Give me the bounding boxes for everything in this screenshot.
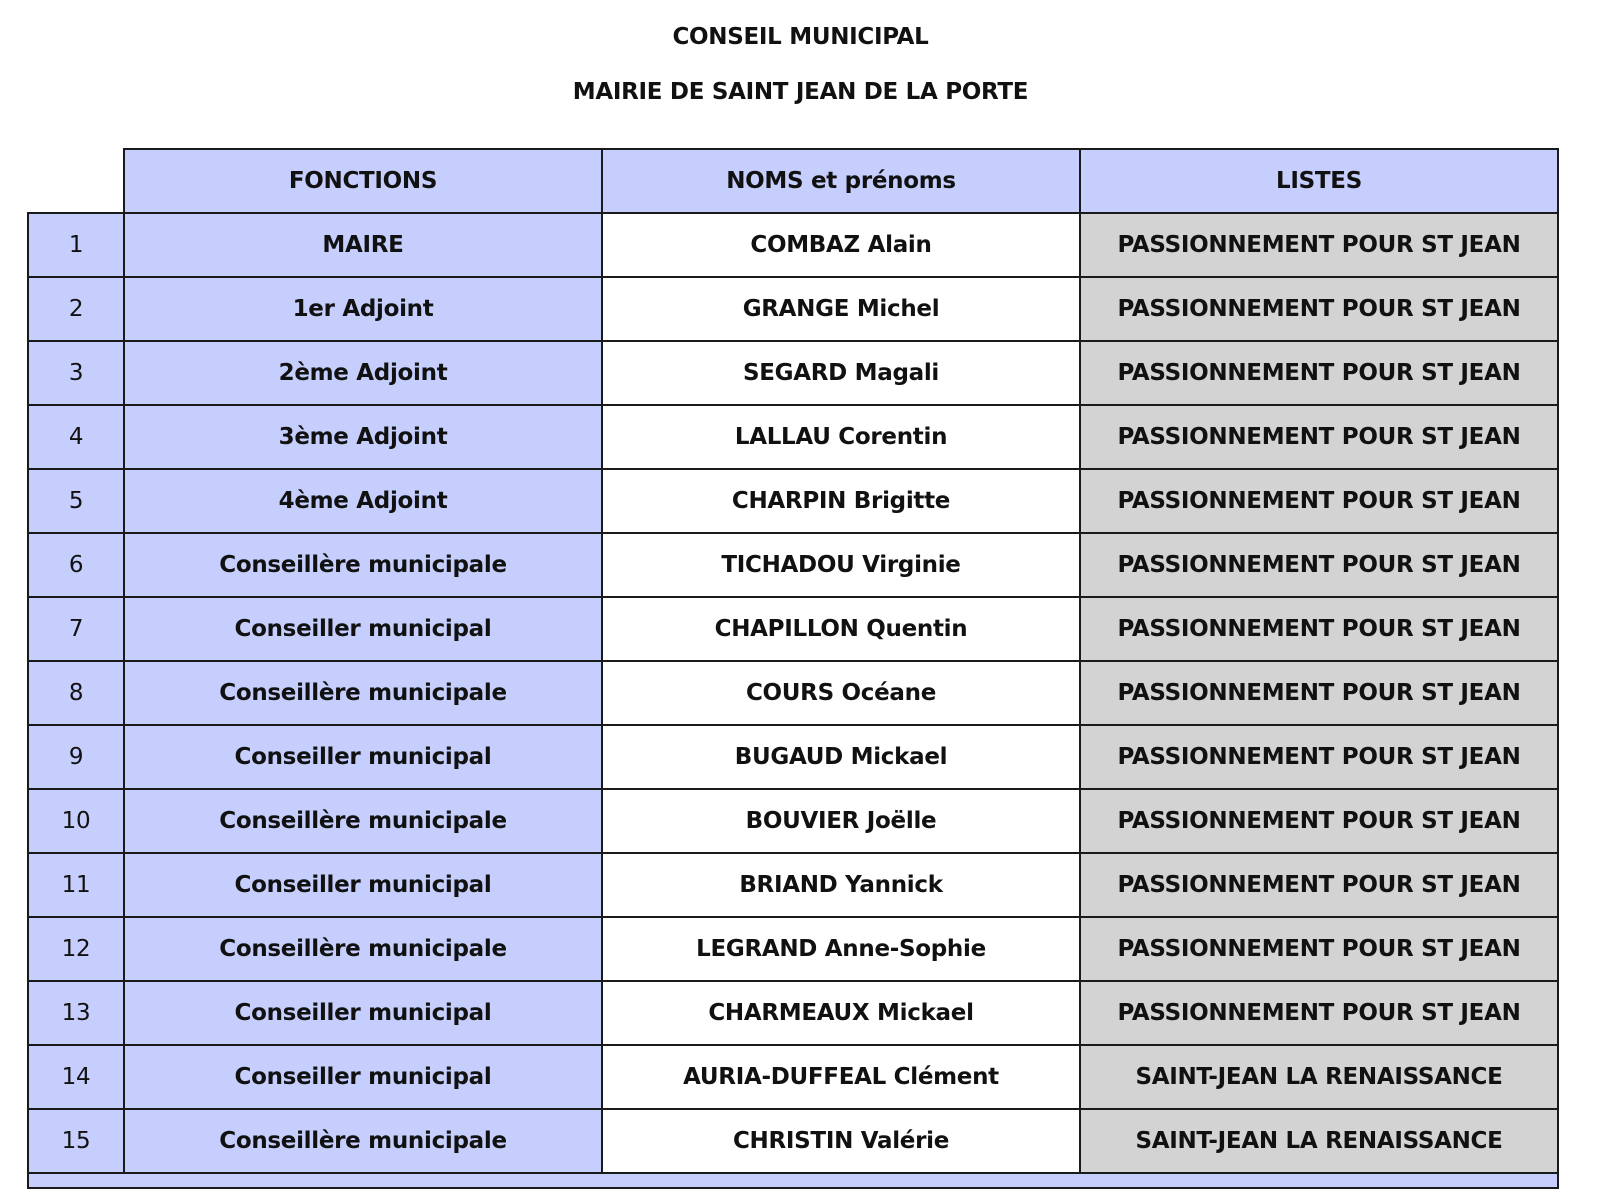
row-number: 2 <box>28 277 124 341</box>
fonction-cell: Conseillère municipale <box>124 533 602 597</box>
nom-cell: CHARPIN Brigitte <box>602 469 1080 533</box>
row-number: 14 <box>28 1045 124 1109</box>
fonction-cell: Conseiller municipal <box>124 725 602 789</box>
liste-cell: PASSIONNEMENT POUR ST JEAN <box>1080 981 1558 1045</box>
nom-cell: BRIAND Yannick <box>602 853 1080 917</box>
table-header-row <box>28 149 1558 213</box>
row-number: 13 <box>28 981 124 1045</box>
row-number: 12 <box>28 917 124 981</box>
table-body <box>28 213 1558 1173</box>
fonction-cell: Conseillère municipale <box>124 789 602 853</box>
fonction-cell: Conseillère municipale <box>124 661 602 725</box>
table-row <box>28 277 1558 341</box>
row-number: 6 <box>28 533 124 597</box>
row-number: 5 <box>28 469 124 533</box>
table-row <box>28 917 1558 981</box>
fonction-cell: Conseiller municipal <box>124 853 602 917</box>
row-number: 1 <box>28 213 124 277</box>
table-row <box>28 981 1558 1045</box>
liste-cell: PASSIONNEMENT POUR ST JEAN <box>1080 277 1558 341</box>
nom-cell: SEGARD Magali <box>602 341 1080 405</box>
nom-cell: CHARMEAUX Mickael <box>602 981 1080 1045</box>
row-number: 15 <box>28 1109 124 1173</box>
liste-cell: SAINT-JEAN LA RENAISSANCE <box>1080 1045 1558 1109</box>
fonction-cell: Conseiller municipal <box>124 1045 602 1109</box>
liste-cell: PASSIONNEMENT POUR ST JEAN <box>1080 533 1558 597</box>
fonction-cell: Conseillère municipale <box>124 917 602 981</box>
table-row <box>28 405 1558 469</box>
fonction-cell: 1er Adjoint <box>124 277 602 341</box>
document-title: CONSEIL MUNICIPAL <box>672 24 929 50</box>
nom-cell: AURIA-DUFFEAL Clément <box>602 1045 1080 1109</box>
table-row <box>28 725 1558 789</box>
header-corner-cell <box>28 149 124 213</box>
liste-cell: PASSIONNEMENT POUR ST JEAN <box>1080 341 1558 405</box>
row-number: 7 <box>28 597 124 661</box>
liste-cell: PASSIONNEMENT POUR ST JEAN <box>1080 661 1558 725</box>
fonction-cell: 2ème Adjoint <box>124 341 602 405</box>
fonction-cell: Conseiller municipal <box>124 597 602 661</box>
nom-cell: COURS Océane <box>602 661 1080 725</box>
nom-cell: CHAPILLON Quentin <box>602 597 1080 661</box>
nom-cell: GRANGE Michel <box>602 277 1080 341</box>
liste-cell: PASSIONNEMENT POUR ST JEAN <box>1080 725 1558 789</box>
row-number: 11 <box>28 853 124 917</box>
table-row <box>28 533 1558 597</box>
liste-cell: PASSIONNEMENT POUR ST JEAN <box>1080 405 1558 469</box>
nom-cell: LEGRAND Anne-Sophie <box>602 917 1080 981</box>
document-subtitle: MAIRIE DE SAINT JEAN DE LA PORTE <box>572 79 1029 105</box>
header-listes: LISTES <box>1080 149 1558 213</box>
liste-cell: PASSIONNEMENT POUR ST JEAN <box>1080 917 1558 981</box>
table-row <box>28 597 1558 661</box>
table-footer-cell <box>28 1173 1558 1188</box>
fonction-cell: 4ème Adjoint <box>124 469 602 533</box>
table-row <box>28 213 1558 277</box>
row-number: 10 <box>28 789 124 853</box>
table-row <box>28 341 1558 405</box>
header-noms: NOMS et prénoms <box>602 149 1080 213</box>
nom-cell: TICHADOU Virginie <box>602 533 1080 597</box>
row-number: 9 <box>28 725 124 789</box>
liste-cell: SAINT-JEAN LA RENAISSANCE <box>1080 1109 1558 1173</box>
liste-cell: PASSIONNEMENT POUR ST JEAN <box>1080 213 1558 277</box>
header-fonctions: FONCTIONS <box>124 149 602 213</box>
table-row <box>28 661 1558 725</box>
liste-cell: PASSIONNEMENT POUR ST JEAN <box>1080 789 1558 853</box>
table-row <box>28 789 1558 853</box>
table-row <box>28 469 1558 533</box>
fonction-cell: Conseillère municipale <box>124 1109 602 1173</box>
nom-cell: BOUVIER Joëlle <box>602 789 1080 853</box>
row-number: 8 <box>28 661 124 725</box>
nom-cell: CHRISTIN Valérie <box>602 1109 1080 1173</box>
liste-cell: PASSIONNEMENT POUR ST JEAN <box>1080 597 1558 661</box>
fonction-cell: 3ème Adjoint <box>124 405 602 469</box>
council-table <box>27 148 1559 1189</box>
fonction-cell: Conseiller municipal <box>124 981 602 1045</box>
table-row <box>28 1109 1558 1173</box>
table-footer-row <box>28 1173 1558 1188</box>
nom-cell: BUGAUD Mickael <box>602 725 1080 789</box>
nom-cell: LALLAU Corentin <box>602 405 1080 469</box>
liste-cell: PASSIONNEMENT POUR ST JEAN <box>1080 853 1558 917</box>
fonction-cell: MAIRE <box>124 213 602 277</box>
table-row <box>28 1045 1558 1109</box>
row-number: 4 <box>28 405 124 469</box>
nom-cell: COMBAZ Alain <box>602 213 1080 277</box>
row-number: 3 <box>28 341 124 405</box>
table-row <box>28 853 1558 917</box>
liste-cell: PASSIONNEMENT POUR ST JEAN <box>1080 469 1558 533</box>
